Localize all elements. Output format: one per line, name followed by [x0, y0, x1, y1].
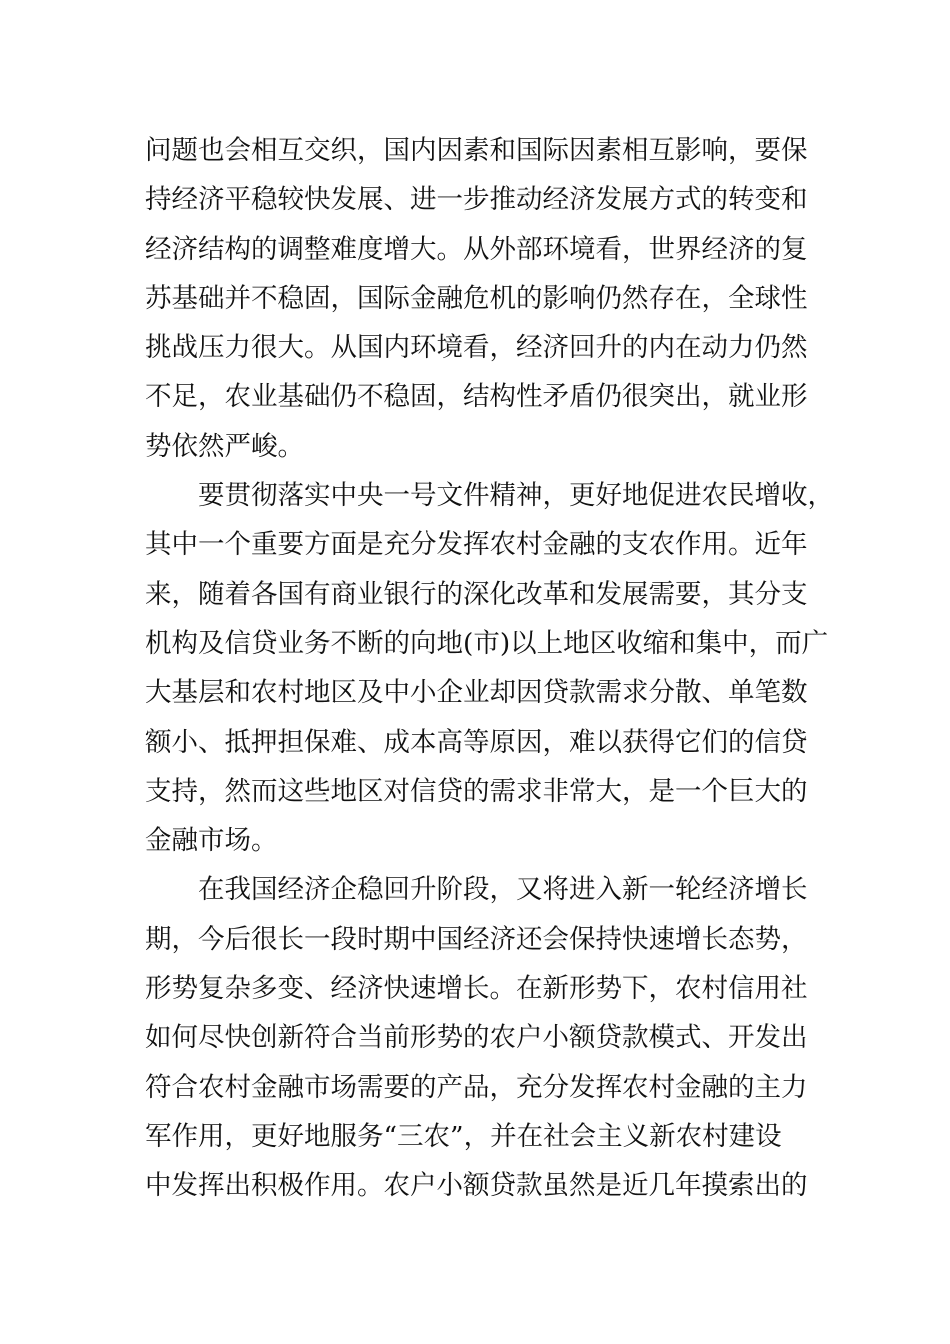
text-line: 苏基础并不稳固，国际金融危机的影响仍然存在，全球性	[145, 282, 808, 314]
text-line: 要贯彻落实中央一号文件精神，更好地促进农民增收，	[198, 480, 834, 512]
text-line: 来，随着各国有商业银行的深化改革和发展需要，其分支	[145, 578, 808, 610]
text-line: 大基层和农村地区及中小企业却因贷款需求分散、单笔数	[145, 677, 808, 709]
text-line: 期，今后很长一段时期中国经济还会保持快速增长态势，	[145, 923, 808, 955]
text-line: 挑战压力很大。从国内环境看，经济回升的内在动力仍然	[145, 332, 808, 364]
text-line: 问题也会相互交织，国内因素和国际因素相互影响，要保	[145, 135, 808, 166]
text-line: 经济结构的调整难度增大。从外部环境看，世界经济的复	[145, 233, 808, 265]
text-line: 持经济平稳较快发展、进一步推动经济发展方式的转变和	[145, 184, 808, 216]
text-line: 军作用，更好地服务“三农”，并在社会主义新农村建设	[145, 1120, 782, 1152]
text-line: 符合农村金融市场需要的产品，充分发挥农村金融的主力	[145, 1071, 808, 1103]
text-line: 不足，农业基础仍不稳固，结构性矛盾仍很突出，就业形	[145, 381, 808, 413]
paragraph-2	[145, 471, 834, 865]
text-line: 在我国经济企稳回升阶段，又将进入新一轮经济增长	[198, 874, 808, 906]
text-line: 支持，然而这些地区对信贷的需求非常大，是一个巨大的	[145, 775, 808, 807]
text-line: 中发挥出积极作用。农户小额贷款虽然是近几年摸索出的	[145, 1170, 808, 1202]
text-line: 金融市场。	[145, 825, 278, 857]
text-line: 其中一个重要方面是充分发挥农村金融的支农作用。近年	[145, 529, 808, 561]
paragraph-3	[145, 865, 815, 1210]
text-line: 如何尽快创新符合当前形势的农户小额贷款模式、开发出	[145, 1022, 808, 1054]
text-line: 额小、抵押担保难、成本高等原因，难以获得它们的信贷	[145, 726, 808, 758]
paragraph-1	[145, 126, 815, 471]
text-line: 势依然严峻。	[145, 430, 304, 462]
text-line: 机构及信贷业务不断的向地(市)以上地区收缩和集中，而广	[145, 627, 829, 659]
text-line: 形势复杂多变、经济快速增长。在新形势下，农村信用社	[145, 973, 808, 1005]
body-text	[145, 126, 834, 1211]
